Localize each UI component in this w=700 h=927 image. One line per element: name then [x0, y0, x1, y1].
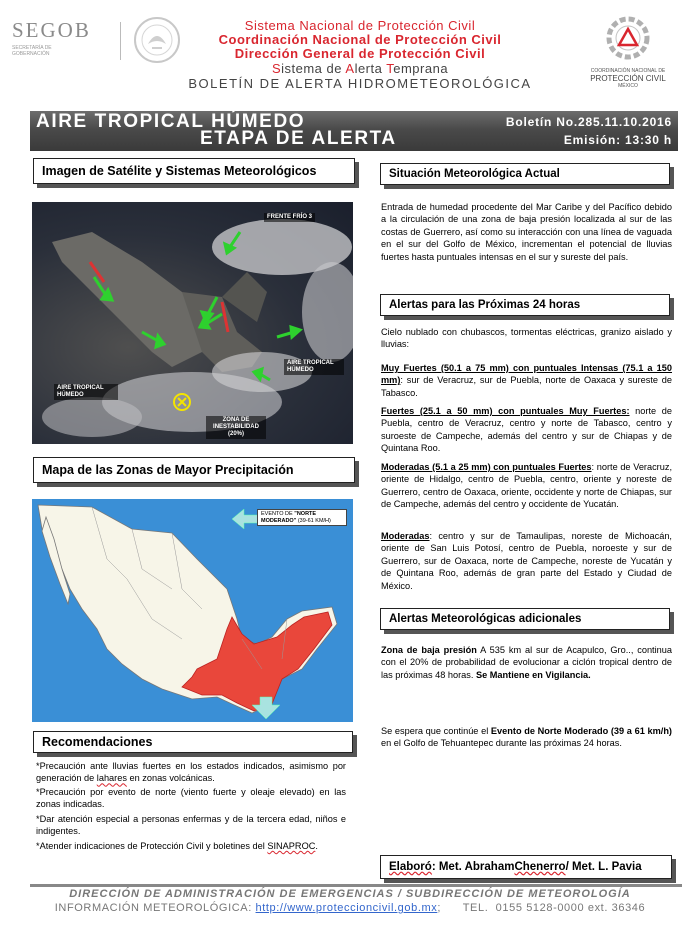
rec-4-tail: . [315, 841, 318, 851]
alerts-intro: Cielo nublado con chubascos, tormentas eléctricas, granizo aislado y lluvias: [381, 327, 672, 350]
map-event-line-1: EVENTO DE [261, 511, 293, 517]
rec-4-term: SINAPROC [267, 841, 316, 851]
alert-fuertes-label: Fuertes (25.1 a 50 mm) con puntuales Muy Fuertes: [381, 406, 630, 416]
header-divider [120, 22, 121, 60]
header-line-4 [180, 61, 540, 76]
header-line-4-part: emprana [393, 61, 449, 76]
alerts-24h-header: Alertas para las Próximas 24 horas [380, 294, 670, 316]
current-situation-header: Situación Meteorológica Actual [380, 163, 670, 185]
satellite-image [32, 202, 353, 444]
footer-contact [0, 902, 700, 914]
alert-moderadas [381, 461, 672, 511]
segob-logo [12, 18, 112, 64]
header-titles [180, 19, 540, 91]
header-line-4-part: lerta [354, 61, 387, 76]
banner-stage: ETAPA DE ALERTA [200, 128, 397, 149]
additional-norte-pre: Se espera que continúe el [381, 726, 491, 736]
header-line-4-part: A [345, 61, 355, 76]
alert-moderadas-2 [381, 530, 672, 592]
recommendation-4 [36, 840, 346, 852]
alert-moderadas-2-text: : centro y sur de Tamaulipas, noreste de Michoacán, oriente de San Luis Potosí, centro de Puebla, noroeste y sur de Guerrero, sur de Oaxaca, norte de Campeche, noreste de Yucatán y de Quintana Roo, además de gran parte del Estado y Ciudad de México. [381, 531, 672, 591]
additional-norte [381, 725, 672, 750]
additional-norte-post: en el Golfo de Tehuantepec durante las próximas 24 horas. [381, 738, 622, 749]
additional-alerts-header: Alertas Meteorológicas adicionales [380, 608, 670, 630]
additional-zona-text: A 535 km al sur de Acapulco, Gro.., continua con el 20% de probabilidad de evolucionar a ciclón tropical dentro de las próximas 48 horas. [381, 645, 672, 680]
additional-zona-label: Zona de baja presión [381, 645, 477, 655]
elaboro-author-2: / Met. L. Pavia [565, 861, 642, 873]
header-line-4-part: istema de [281, 61, 346, 76]
segob-wordmark: SEGOB [12, 18, 91, 42]
footer-link[interactable]: http://www.proteccioncivil.gob.mx [255, 902, 438, 914]
alert-moderadas-text: : norte de Veracruz, oriente de Hidalgo, centro de Puebla, centro, oriente y noreste de Guerrero, centro de Oaxaca, oriente, occidente y norte de Chiapas, sur de Campeche, además del centro y occidente de Yucatán. [381, 462, 673, 510]
recommendations-section-header: Recomendaciones [33, 731, 353, 753]
header-line-5: BOLETÍN DE ALERTA HIDROMETEOROLÓGICA [188, 76, 532, 91]
recommendation-1 [36, 760, 346, 785]
footer-phone: ; TEL. 0155 5128-0000 ext. 36346 [437, 902, 646, 914]
recommendation-2: *Precaución por evento de norte (viento fuerte y oleaje elevado) en las zonas indicadas. [36, 787, 346, 810]
footer-info-label: INFORMACIÓN METEOROLÓGICA: [54, 902, 256, 914]
additional-zona-tail: Se Mantiene en Vigilancia. [475, 669, 591, 680]
label-frente-frio: FRENTE FRÍO 3 [264, 213, 315, 222]
label-aire-tropical-right: AIRE TROPICAL HÚMEDO [284, 359, 344, 375]
map-event-line-2: "NORTE MODERADO" [261, 511, 317, 524]
pc-logo-line-1: COORDINACIÓN NACIONAL DE [590, 68, 666, 74]
segob-sub-line-2: GOBERNACIÓN [12, 51, 50, 57]
elaboro-author-1: : Met. Abraham [431, 861, 515, 873]
header-line-4-part: T [386, 61, 394, 76]
alert-moderadas-2-label: Moderadas [381, 531, 430, 541]
rec-1-tail: en zonas volcánicas. [126, 773, 215, 784]
header-line-2: Coordinación Nacional de Protección Civil [218, 32, 502, 47]
additional-norte-bold: Evento de Norte Moderado (39 a 61 km/h) [490, 726, 672, 736]
elaboro-box [380, 855, 672, 879]
satellite-section-header: Imagen de Satélite y Sistemas Meteorológicos [33, 158, 355, 184]
additional-zona [381, 644, 672, 681]
bulletin-number: Boletín No.285.11.10.2016 [505, 115, 672, 129]
alert-muy-fuertes [381, 362, 672, 399]
alert-muy-fuertes-label: Muy Fuertes (50.1 a 75 mm) con puntuales Intensas (75.1 a 150 mm) [381, 363, 672, 386]
header-line-1: Sistema Nacional de Protección Civil [244, 18, 476, 33]
rec-4-text: *Atender indicaciones de Protección Civil y boletines del [36, 841, 268, 851]
rec-1-term: lahares [96, 773, 127, 784]
header-line-3: Dirección General de Protección Civil [234, 46, 486, 61]
proteccion-civil-logo [578, 16, 678, 96]
alert-fuertes [381, 405, 672, 455]
alert-moderadas-label: Moderadas (5.1 a 25 mm) con puntuales Fuertes [381, 462, 592, 472]
current-situation-text: Entrada de humedad procedente del Mar Caribe y del Pacífico debido a la circulación de una zona de baja presión localizada al sur de las costas de Guerrero, así como su interacción con una línea de vaguada en el sur del Golfo de México, incrementan el potencial de lluvias fuertes hasta puntuales intensas en el sur y sureste del país. [381, 202, 672, 262]
emission-time: Emisión: 13:30 h [563, 133, 672, 147]
map-event-line-3: (39-61 KM/H) [297, 517, 331, 524]
pc-logo-line-3: MÉXICO [618, 83, 638, 89]
banner-title: AIRE TROPICAL HÚMEDO [36, 111, 306, 132]
proteccion-civil-icon [606, 16, 650, 60]
map-event-label [257, 509, 347, 526]
segob-subtitle [12, 45, 112, 57]
elaboro-label: Elaboró [389, 861, 432, 873]
elaboro-author-1-surname: Chenerro [514, 861, 566, 873]
pc-logo-line-2: PROTECCIÓN CIVIL [590, 74, 666, 83]
alert-fuertes-text: norte de Puebla, centro de Veracruz, centro y norte de Tabasco, centro y suroeste de Campeche, además del centro y sur de Chiapas y de Quintana Roo. [381, 406, 673, 454]
header-line-4-part: S [271, 61, 282, 76]
alert-muy-fuertes-text: : sur de Veracruz, sur de Puebla, norte de Oaxaca y sureste de Tabasco. [381, 375, 672, 398]
alert-banner [30, 111, 678, 151]
recommendation-3: *Dar atención especial a personas enfermas y de la tercera edad, niños e indigentes. [36, 814, 346, 837]
footer-department: DIRECCIÓN DE ADMINISTRACIÓN DE EMERGENCIAS / SUBDIRECCIÓN DE METEOROLOGÍA [69, 888, 631, 900]
label-aire-tropical-left: AIRE TROPICAL HÚMEDO [54, 384, 118, 400]
label-zona-inestabilidad: ZONA DE INESTABILIDAD (20%) [206, 416, 266, 439]
precipitation-map [32, 499, 353, 722]
footer-rule [30, 884, 682, 887]
rec-1-text: *Precaución ante lluvias fuertes en los estados indicados, asimismo por generación de [36, 761, 346, 784]
national-seal-icon [130, 14, 184, 66]
map-section-header: Mapa de las Zonas de Mayor Precipitación [33, 457, 355, 483]
segob-sub-line-1: SECRETARÍA DE [12, 45, 52, 51]
